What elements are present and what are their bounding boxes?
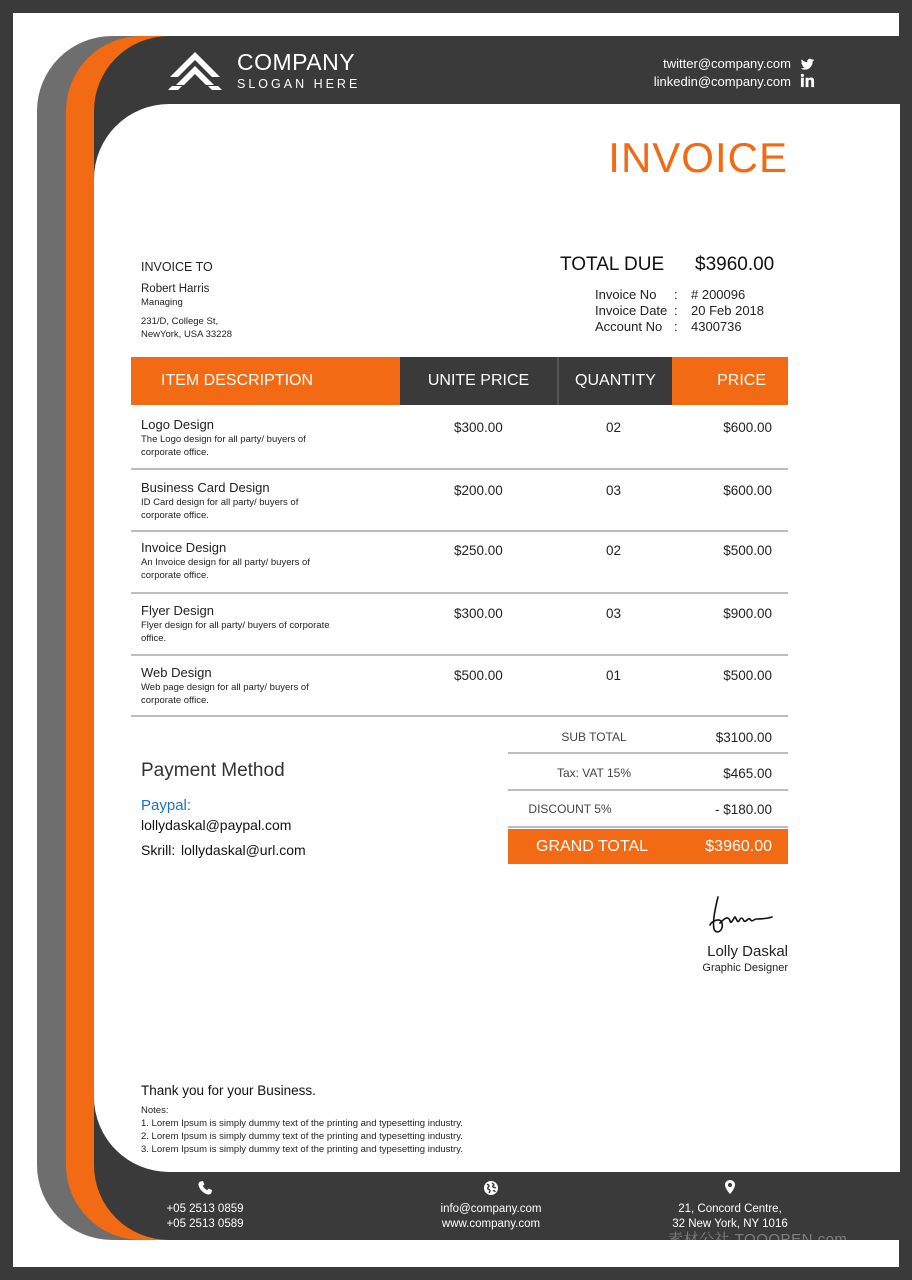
row-item-title: Flyer Design xyxy=(141,603,214,618)
grand-total-value: $3960.00 xyxy=(705,838,772,855)
footer-email[interactable]: info@company.com xyxy=(440,1203,542,1215)
footer-phone-2[interactable]: +05 2513 0589 xyxy=(166,1218,244,1230)
account-no-value: 4300736 xyxy=(691,319,742,334)
subtotal-value: $3100.00 xyxy=(715,730,772,745)
company-slogan: SLOGAN HERE xyxy=(237,77,361,91)
row-item-title: Invoice Design xyxy=(141,540,227,555)
row-quantity: 01 xyxy=(606,668,622,683)
linkedin-contact[interactable]: linkedin@company.com xyxy=(653,74,791,89)
invoice-no-label: Invoice No xyxy=(595,287,657,302)
footer-address-line2: 32 New York, NY 1016 xyxy=(672,1218,788,1230)
row-item-desc: The Logo design for all party/ buyers of corporate office. xyxy=(141,434,306,458)
footer-website[interactable]: www.company.com xyxy=(441,1218,541,1230)
row-item-title: Business Card Design xyxy=(141,480,270,495)
twitter-contact[interactable]: twitter@company.com xyxy=(663,56,791,71)
skrill-email[interactable]: lollydaskal@url.com xyxy=(181,842,306,858)
row-divider xyxy=(131,468,788,470)
invoice-no-value: # 200096 xyxy=(691,287,746,302)
location-pin-icon xyxy=(722,1179,738,1195)
globe-icon xyxy=(483,1180,499,1196)
subtotal-label: SUB TOTAL xyxy=(561,730,627,744)
row-price: $500.00 xyxy=(723,543,772,558)
signature-icon xyxy=(706,895,774,937)
row-item-desc: Flyer design for all party/ buyers of corporate office. xyxy=(141,620,330,644)
invoice-title: INVOICE xyxy=(608,134,788,181)
row-price: $500.00 xyxy=(723,668,772,683)
signatory-name: Lolly Daskal xyxy=(707,943,788,960)
invoice-date-value: 20 Feb 2018 xyxy=(691,303,765,318)
header-price: PRICE xyxy=(672,357,788,405)
client-address-line2: NewYork, USA 33228 xyxy=(141,329,233,340)
note-item: 1. Lorem Ipsum is simply dummy text of the printing and typesetting industry. xyxy=(141,1118,463,1129)
note-item: 3. Lorem Ipsum is simply dummy text of the printing and typesetting industry. xyxy=(141,1144,463,1155)
row-unit-price: $200.00 xyxy=(454,483,503,498)
skrill-label: Skrill: xyxy=(141,842,176,858)
discount-value: - $180.00 xyxy=(714,802,772,817)
row-item-desc: Web page design for all party/ buyers of corporate office. xyxy=(141,682,309,706)
grand-total-label: GRAND TOTAL xyxy=(536,838,649,855)
signatory-role: Graphic Designer xyxy=(702,962,788,974)
client-name: Robert Harris xyxy=(141,283,210,295)
tax-label: Tax: VAT 15% xyxy=(556,766,632,780)
row-unit-price: $300.00 xyxy=(454,606,503,621)
tax-value: $465.00 xyxy=(723,766,772,781)
phone-icon xyxy=(197,1180,213,1196)
row-price: $600.00 xyxy=(723,420,772,435)
total-due-label: TOTAL DUE xyxy=(560,254,665,275)
row-quantity: 03 xyxy=(606,483,622,498)
footer-phone-1[interactable]: +05 2513 0859 xyxy=(166,1203,244,1215)
header-item-description: ITEM DESCRIPTION xyxy=(131,357,400,405)
client-address-line1: 231/D, College St, xyxy=(141,316,219,327)
company-name: COMPANY xyxy=(237,49,356,75)
row-divider xyxy=(131,715,788,717)
totals-divider xyxy=(508,752,788,754)
watermark-text: 素材公社 TOOOPEN.com xyxy=(668,1231,848,1248)
account-no-label: Account No xyxy=(595,319,663,334)
invoice-to-label: INVOICE TO xyxy=(141,260,213,274)
payment-method-title: Payment Method xyxy=(141,760,285,781)
header-unit-price: UNITE PRICE xyxy=(400,357,557,405)
row-quantity: 02 xyxy=(606,543,622,558)
invoice-date-label: Invoice Date xyxy=(595,303,668,318)
totals-divider xyxy=(508,826,788,828)
note-item: 2. Lorem Ipsum is simply dummy text of the printing and typesetting industry. xyxy=(141,1131,463,1142)
row-item-title: Web Design xyxy=(141,665,212,680)
row-item-desc: ID Card design for all party/ buyers of corporate office. xyxy=(141,497,299,521)
row-price: $600.00 xyxy=(723,483,772,498)
meta-colon: : xyxy=(674,319,678,334)
company-logo-icon xyxy=(168,50,222,92)
twitter-icon xyxy=(800,57,815,72)
meta-colon: : xyxy=(674,287,678,302)
notes-label: Notes: xyxy=(141,1105,169,1116)
row-divider xyxy=(131,592,788,594)
row-unit-price: $500.00 xyxy=(454,668,503,683)
row-item-desc: An Invoice design for all party/ buyers of corporate office. xyxy=(141,557,310,581)
row-unit-price: $300.00 xyxy=(454,420,503,435)
meta-colon: : xyxy=(674,303,678,318)
total-due-value: $3960.00 xyxy=(695,254,775,275)
client-role: Managing xyxy=(141,297,183,308)
row-quantity: 03 xyxy=(606,606,622,621)
paypal-email[interactable]: lollydaskal@paypal.com xyxy=(141,817,292,833)
row-item-title: Logo Design xyxy=(141,417,214,432)
row-divider xyxy=(131,530,788,532)
linkedin-icon xyxy=(800,73,815,88)
row-unit-price: $250.00 xyxy=(454,543,503,558)
footer-address-line1: 21, Concord Centre, xyxy=(678,1203,782,1215)
totals-divider xyxy=(508,789,788,791)
thank-you-text: Thank you for your Business. xyxy=(141,1083,316,1098)
row-quantity: 02 xyxy=(606,420,622,435)
row-price: $900.00 xyxy=(723,606,772,621)
row-divider xyxy=(131,654,788,656)
discount-label: DISCOUNT 5% xyxy=(528,802,612,816)
paypal-label: Paypal: xyxy=(141,797,192,814)
header-quantity: QUANTITY xyxy=(559,357,672,405)
